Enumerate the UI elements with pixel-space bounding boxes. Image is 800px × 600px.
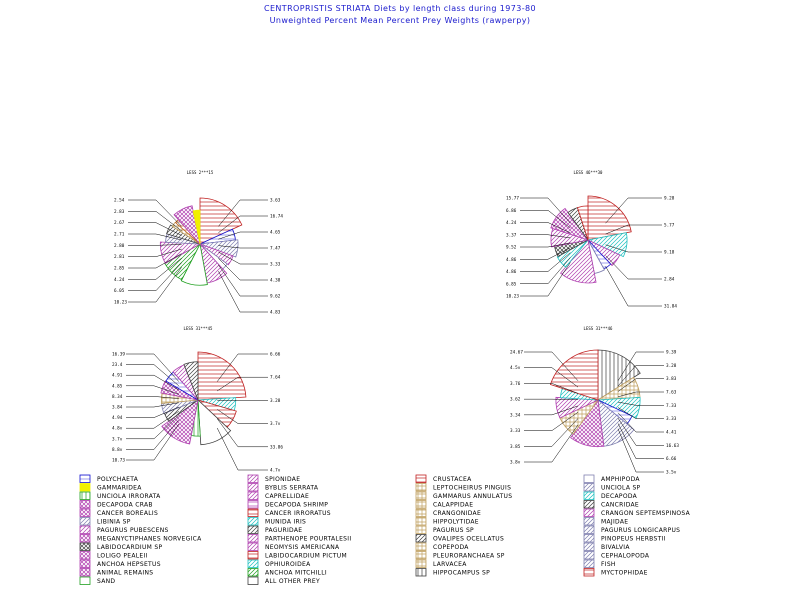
legend-swatch [416, 509, 426, 517]
slice-value-label: 4.8v [112, 426, 123, 432]
pie-slice [550, 350, 598, 400]
legend-swatch [584, 492, 594, 500]
slice-value-label: 7.47 [270, 246, 281, 252]
legend-item [416, 535, 504, 543]
legend-label: CAPRELLIDAE [265, 493, 310, 500]
legend [80, 475, 691, 585]
pie-title: LESS 31***45 [183, 326, 213, 331]
slice-value-label: 4.24 [114, 277, 125, 283]
legend-label: CANCER IRRORATUS [265, 510, 331, 517]
slice-value-label: 2.84 [664, 277, 675, 283]
legend-label: ANCHOA MITCHILLI [265, 569, 327, 577]
legend-label: GAMMARIDEA [97, 484, 142, 492]
leader-line [520, 262, 570, 296]
legend-item [416, 509, 481, 517]
legend-item [584, 509, 691, 517]
slice-value-label: 3.28 [666, 363, 677, 369]
pie-chart-4 [510, 326, 679, 476]
pie-title: LESS 31***46 [583, 326, 613, 331]
legend-item [80, 552, 148, 560]
slice-value-label: 8.8v [112, 447, 123, 453]
legend-label: DECAPODA SHRIMP [265, 501, 329, 509]
legend-item [80, 526, 169, 534]
slice-value-label: 23.4 [112, 363, 123, 369]
slice-value-label: 3.37 [506, 233, 517, 239]
slice-value-label: 4.24 [506, 221, 517, 226]
legend-item [248, 543, 340, 551]
legend-swatch [248, 518, 258, 526]
legend-item [584, 535, 666, 543]
legend-label: AMPHIPODA [601, 476, 640, 483]
legend-swatch [80, 526, 90, 534]
legend-label: CANCER BOREALIS [97, 510, 159, 517]
slice-value-label: 3.85 [510, 444, 521, 450]
legend-item [80, 535, 202, 543]
legend-swatch [416, 518, 426, 526]
legend-swatch [80, 518, 90, 526]
legend-label: MUNIDA IRIS [265, 518, 307, 526]
slice-value-label: 7.64 [270, 375, 281, 381]
legend-item [248, 569, 327, 577]
slice-value-label: 3.33 [666, 417, 677, 423]
slice-value-label: 2.71 [114, 232, 125, 238]
slice-value-label: 3.33 [510, 429, 521, 435]
legend-item [584, 492, 638, 500]
legend-item [584, 526, 680, 534]
slice-value-label: 3.7v [270, 422, 281, 428]
legend-swatch [248, 484, 258, 492]
legend-item [416, 518, 479, 526]
legend-swatch [584, 560, 594, 568]
legend-swatch [80, 509, 90, 517]
legend-swatch [416, 475, 426, 483]
legend-label: BIVALVIA [601, 544, 630, 551]
legend-label: LABIDOCARDIUM PICTUM [265, 552, 347, 560]
legend-swatch [248, 492, 258, 500]
legend-swatch [80, 501, 90, 509]
legend-swatch [416, 535, 426, 543]
legend-swatch [248, 475, 258, 483]
slice-value-label: 3.8v [510, 460, 521, 466]
legend-label: SAND [97, 578, 116, 585]
legend-swatch [416, 560, 426, 568]
slice-value-label: 6.66 [666, 457, 677, 463]
legend-item [248, 484, 319, 492]
legend-item [584, 552, 650, 560]
slice-value-label: 4.85 [112, 384, 123, 390]
legend-item [80, 501, 153, 509]
slice-value-label: 6.66 [270, 352, 281, 358]
legend-label: POLYCHAETA [97, 476, 139, 483]
legend-swatch [80, 535, 90, 543]
leader-line [606, 266, 662, 306]
legend-label: MAJIDAE [601, 518, 629, 526]
legend-label: DECAPODA CRAB [97, 501, 153, 509]
slice-value-label: 4.86 [506, 270, 517, 275]
legend-swatch [248, 501, 258, 509]
slice-value-label: 9.52 [506, 245, 517, 251]
legend-swatch [584, 535, 594, 543]
legend-item [584, 501, 639, 509]
slice-value-label: 2.80 [114, 243, 125, 249]
legend-item [248, 518, 306, 526]
legend-swatch [416, 552, 426, 560]
legend-label: ALL OTHER PREY [265, 578, 320, 585]
legend-item [248, 526, 302, 534]
legend-item [248, 535, 351, 543]
slice-value-label: 3.76 [510, 381, 521, 387]
legend-label: UNCIOLA SP [601, 484, 641, 492]
slice-value-label: 9.18 [664, 250, 675, 256]
legend-label: CRANGONIDAE [433, 510, 482, 517]
legend-label: CRANGON SEPTEMSPINOSA [601, 510, 691, 517]
legend-label: MEGANYCTIPHANES NORVEGICA [97, 535, 202, 543]
pie-chart-2 [506, 170, 677, 310]
legend-swatch [80, 484, 90, 492]
legend-label: LABIDOCARDIUM SP [97, 544, 163, 551]
legend-item [416, 543, 469, 551]
legend-label: ANCHOA HEPSETUS [97, 561, 161, 568]
slice-value-label: 8.34 [112, 394, 123, 400]
legend-item [80, 577, 115, 585]
slice-value-label: 16.63 [666, 443, 679, 449]
legend-label: CEPHALOPODA [601, 552, 650, 560]
slice-value-label: 3.84 [112, 405, 123, 411]
legend-label: NEOMYSIS AMERICANA [265, 544, 340, 551]
legend-label: LARVACEA [433, 561, 467, 568]
legend-label: LOLIGO PEALEII [97, 552, 148, 560]
slice-value-label: 4.5v [510, 366, 521, 372]
legend-swatch [416, 501, 426, 509]
pie-chart-1 [114, 170, 283, 316]
slice-value-label: 2.85 [114, 266, 125, 272]
legend-swatch [248, 560, 258, 568]
legend-label: PINOPEUS HERBSTII [601, 535, 666, 543]
slice-value-label: 31.84 [664, 304, 677, 310]
legend-item [248, 475, 300, 483]
legend-label: PAGURUS LONGICARPUS [601, 527, 681, 534]
slice-value-label: 4.91 [112, 373, 123, 379]
legend-swatch [248, 552, 258, 560]
legend-swatch [584, 484, 594, 492]
legend-swatch [584, 518, 594, 526]
slice-value-label: 4.86 [506, 257, 517, 263]
legend-item [584, 560, 616, 568]
legend-swatch [584, 509, 594, 517]
legend-swatch [80, 577, 90, 585]
pie-title: LESS 2***15 [186, 170, 214, 175]
slice-value-label: 3.83 [666, 377, 677, 383]
legend-item [80, 484, 142, 492]
legend-item [80, 509, 158, 517]
legend-swatch [584, 543, 594, 551]
legend-label: COPEPODA [433, 544, 469, 551]
slice-value-label: 9.39 [666, 350, 677, 356]
slice-value-label: 3.28 [270, 398, 281, 404]
legend-item [248, 552, 347, 560]
slice-value-label: 4.83 [270, 310, 281, 316]
legend-swatch [416, 543, 426, 551]
legend-label: OPHIUROIDEA [265, 561, 311, 568]
legend-item [248, 509, 331, 517]
slice-value-label: 4.38 [270, 278, 281, 284]
legend-item [584, 518, 628, 526]
legend-swatch [248, 535, 258, 543]
slice-value-label: 16.39 [112, 352, 125, 358]
legend-swatch [416, 526, 426, 534]
legend-swatch [80, 492, 90, 500]
slice-value-label: 10.73 [112, 458, 125, 464]
legend-label: BYBLIS SERRATA [265, 484, 319, 492]
slice-value-label: 6.05 [114, 289, 125, 295]
legend-item [416, 475, 472, 483]
legend-label: GAMMARUS ANNULATUS [433, 493, 513, 500]
slice-value-label: 7.63 [666, 390, 677, 396]
slice-value-label: 3.7v [112, 437, 123, 443]
legend-label: OVALIPES OCELLATUS [433, 535, 505, 543]
legend-label: PARTHENOPE POURTALESII [265, 535, 352, 543]
legend-item [584, 543, 630, 551]
legend-swatch [248, 569, 258, 577]
legend-swatch [416, 569, 426, 577]
legend-item [584, 484, 641, 492]
slice-value-label: 3.5v [666, 470, 677, 476]
slice-value-label: 24.67 [510, 350, 523, 356]
slice-value-label: 9.28 [664, 196, 675, 202]
legend-swatch [80, 560, 90, 568]
legend-label: LIBINIA SP [97, 518, 131, 526]
legend-item [80, 569, 153, 577]
legend-label: PAGURUS PUBESCENS [97, 527, 169, 534]
legend-label: DECAPODA [601, 493, 638, 500]
legend-item [416, 501, 473, 509]
legend-item [416, 552, 505, 560]
pie-charts [112, 170, 679, 476]
legend-item [80, 560, 161, 568]
slice-value-label: 4.41 [666, 430, 677, 436]
legend-item [248, 560, 311, 568]
slice-value-label: 10.23 [506, 294, 519, 300]
slice-value-label: 2.67 [114, 221, 125, 227]
legend-label: HIPPOLYTIDAE [433, 518, 479, 526]
slice-value-label: 2.81 [114, 255, 125, 261]
legend-swatch [248, 543, 258, 551]
leader-line [218, 265, 268, 296]
slice-value-label: 4.94 [112, 416, 123, 422]
legend-item [80, 492, 161, 500]
slice-value-label: 6.86 [506, 208, 517, 214]
pie-slice [198, 352, 246, 400]
legend-swatch [248, 526, 258, 534]
legend-item [80, 543, 162, 551]
legend-item [416, 569, 490, 577]
pie-chart-3 [112, 326, 283, 474]
legend-label: CALAPPIDAE [433, 501, 474, 509]
legend-label: CANCRIDAE [601, 501, 640, 509]
slice-value-label: 4.65 [270, 230, 281, 236]
slice-value-label: 2.83 [114, 209, 125, 215]
legend-item [80, 475, 139, 483]
legend-label: LEPTOCHEIRUS PINGUIS [433, 484, 512, 492]
legend-label: HIPPOCAMPUS SP [433, 569, 491, 577]
slice-value-label: 3.33 [270, 262, 281, 268]
legend-swatch [248, 509, 258, 517]
slice-value-label: 2.54 [114, 198, 125, 204]
legend-swatch [80, 569, 90, 577]
pie-title: LESS 46***30 [573, 170, 603, 175]
legend-item [248, 501, 328, 509]
legend-label: CRUSTACEA [433, 476, 472, 483]
legend-swatch [584, 475, 594, 483]
legend-swatch [584, 501, 594, 509]
slice-value-label: 3.62 [510, 397, 521, 403]
legend-label: PLEURORANCHAEA SP [433, 552, 505, 560]
legend-label: UNCIOLA IRRORATA [97, 493, 161, 500]
leader-line [218, 271, 268, 312]
slice-value-label: 15.77 [506, 196, 519, 202]
legend-item [248, 492, 309, 500]
legend-swatch [584, 526, 594, 534]
chart-subtitle: Unweighted Percent Mean Percent Prey Weights (rawperpy) [269, 16, 531, 25]
legend-item [416, 526, 474, 534]
slice-value-label: 7.33 [666, 403, 677, 409]
slice-value-label: 9.62 [270, 294, 281, 300]
legend-item [416, 492, 512, 500]
legend-label: SPIONIDAE [265, 476, 301, 483]
slice-value-label: 4.7v [270, 468, 281, 474]
legend-swatch [80, 543, 90, 551]
legend-item [248, 577, 320, 585]
legend-swatch [416, 484, 426, 492]
slice-value-label: 33.86 [270, 445, 283, 451]
legend-label: ANIMAL REMAINS [97, 569, 154, 577]
legend-item [80, 518, 131, 526]
legend-item [584, 475, 640, 483]
slice-value-label: 3.63 [270, 198, 281, 204]
slice-value-label: 16.74 [270, 214, 283, 220]
legend-swatch [416, 492, 426, 500]
legend-item [416, 484, 511, 492]
slice-value-label: 3.34 [510, 413, 521, 419]
chart-title: CENTROPRISTIS STRIATA Diets by length class during 1973-80 [263, 4, 536, 13]
legend-label: FISH [601, 561, 616, 568]
slice-value-label: 6.85 [506, 282, 517, 288]
slice-value-label: 5.77 [664, 223, 675, 229]
legend-swatch [248, 577, 258, 585]
slice-value-label: 10.23 [114, 300, 127, 306]
legend-label: MYCTOPHIDAE [601, 569, 648, 577]
legend-item [416, 560, 467, 568]
legend-swatch [80, 552, 90, 560]
legend-label: PAGURUS SP [433, 527, 474, 534]
legend-swatch [584, 569, 594, 577]
legend-label: PAGURIDAE [265, 527, 303, 534]
legend-swatch [584, 552, 594, 560]
legend-item [584, 569, 648, 577]
legend-swatch [80, 475, 90, 483]
